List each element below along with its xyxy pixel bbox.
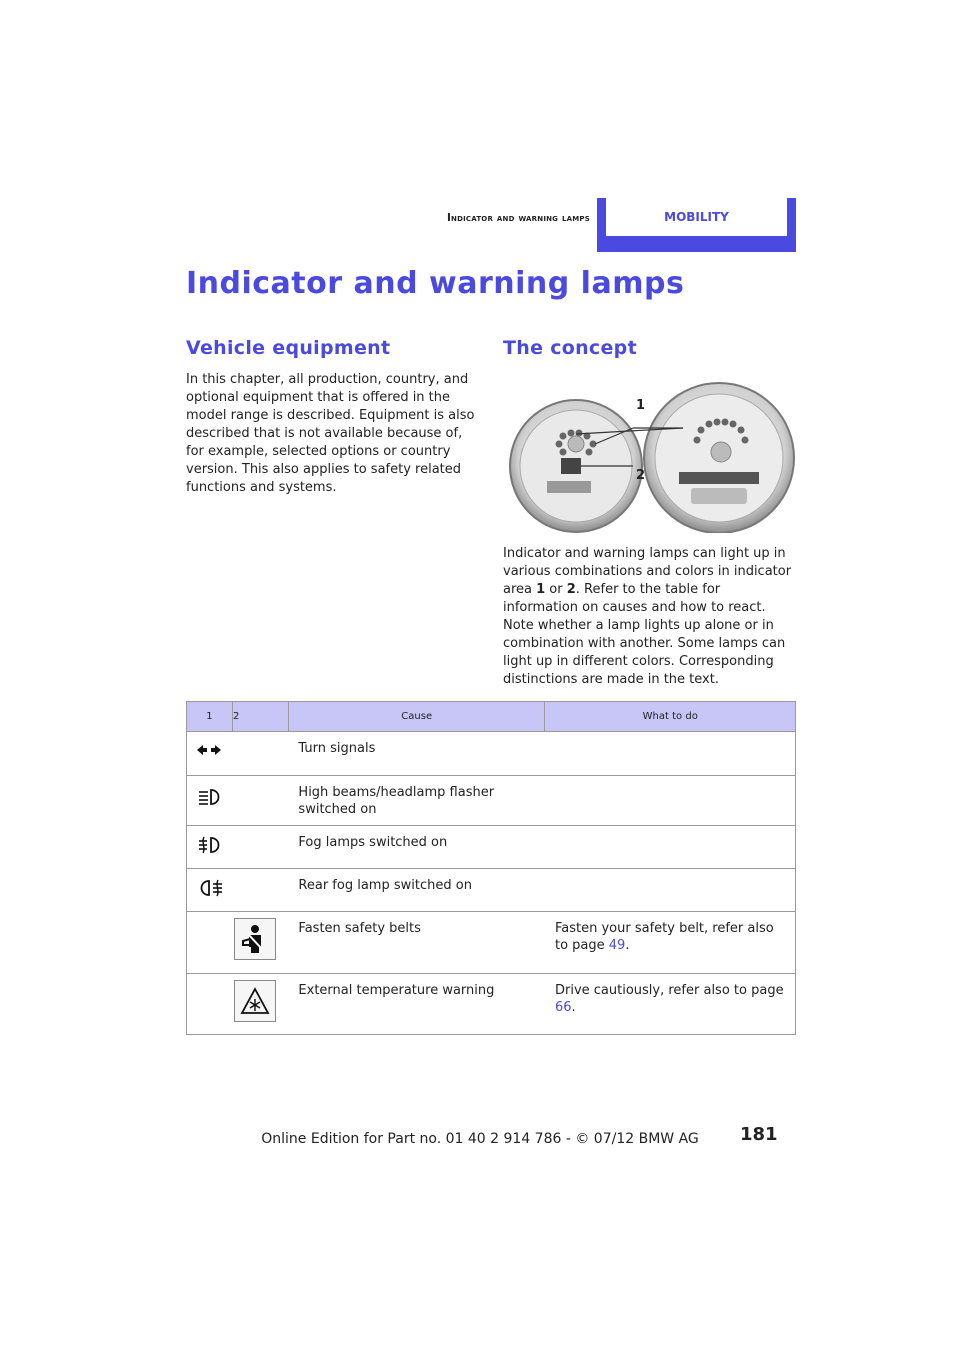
- running-header: Indicator and warning lamps: [446, 212, 590, 224]
- page-title: Indicator and warning lamps: [186, 266, 685, 301]
- todo-cell: Drive cautiously, refer also to page 66.: [545, 974, 796, 1035]
- callout-2: 2: [636, 468, 646, 483]
- section-tab: [597, 198, 796, 252]
- high-beam-icon: [197, 788, 223, 806]
- todo-cell: [545, 732, 796, 776]
- seat-belt-icon: [235, 919, 275, 959]
- lamps-table: [186, 701, 796, 1035]
- col-header-what-to-do: What to do: [545, 702, 796, 732]
- cause-cell: Turn signals: [288, 732, 545, 776]
- todo-cell: [545, 776, 796, 826]
- snowflake-warning-icon: [235, 981, 275, 1021]
- cause-cell: Rear fog lamp switched on: [288, 869, 545, 912]
- table-row: [187, 869, 796, 912]
- icon-box: [234, 918, 276, 960]
- heading-the-concept: The concept: [503, 337, 637, 359]
- table-row: [187, 732, 796, 776]
- page-number: 181: [740, 1124, 778, 1145]
- page-link-49[interactable]: 49: [608, 938, 626, 953]
- page-link-66[interactable]: 66: [554, 1000, 572, 1015]
- todo-cell: [545, 869, 796, 912]
- cause-cell: Fasten safety belts: [288, 912, 545, 974]
- instrument-cluster-image: [503, 378, 796, 533]
- fog-lamp-icon: [197, 836, 223, 854]
- table-header-row: [187, 702, 796, 732]
- cell-icon-1: [187, 869, 233, 912]
- todo-cell: [545, 826, 796, 869]
- cause-cell: External temperature warning: [288, 974, 545, 1035]
- table-row: [187, 826, 796, 869]
- cell-icon-1: [187, 732, 233, 776]
- table-row: [187, 912, 796, 974]
- cell-icon-2: [232, 912, 288, 974]
- col-header-cause: Cause: [288, 702, 545, 732]
- icon-box: [234, 980, 276, 1022]
- section-tab-label: MOBILITY: [664, 210, 729, 224]
- rear-fog-lamp-icon: [197, 879, 223, 897]
- footer-text: Online Edition for Part no. 01 40 2 914 786 - © 07/12 BMW AG: [261, 1131, 699, 1147]
- todo-cell: Fasten your safety belt, refer also to page 49.: [545, 912, 796, 974]
- cause-cell: Fog lamps switched on: [288, 826, 545, 869]
- cell-icon-1: [187, 776, 233, 826]
- cause-cell: High beams/headlamp flasher switched on: [288, 776, 545, 826]
- col-header-1: 1: [187, 702, 233, 732]
- heading-vehicle-equipment: Vehicle equipment: [186, 337, 391, 359]
- col-header-2: 2: [232, 702, 288, 732]
- cell-icon-2: [232, 974, 288, 1035]
- table-row: [187, 974, 796, 1035]
- cell-icon-1: [187, 826, 233, 869]
- concept-text: Indicator and warning lamps can light up in various combinations and colors in indicator area 1 or 2. Refer to the table for information on causes and how to react. Note whether a lamp lights up alone or in combination with another. Some lamps can light up in different colors. Corresponding distinctions are made in the text.: [503, 546, 792, 687]
- turn-signal-arrows-icon: [197, 744, 221, 756]
- vehicle-equipment-text: In this chapter, all production, country, and optional equipment that is offered in the model range is described. Equipment is also described that is not available because of, for example, selected options or country version. This also applies to safety related functions and systems.: [186, 372, 475, 495]
- table-row: [187, 776, 796, 826]
- callout-1: 1: [636, 398, 646, 413]
